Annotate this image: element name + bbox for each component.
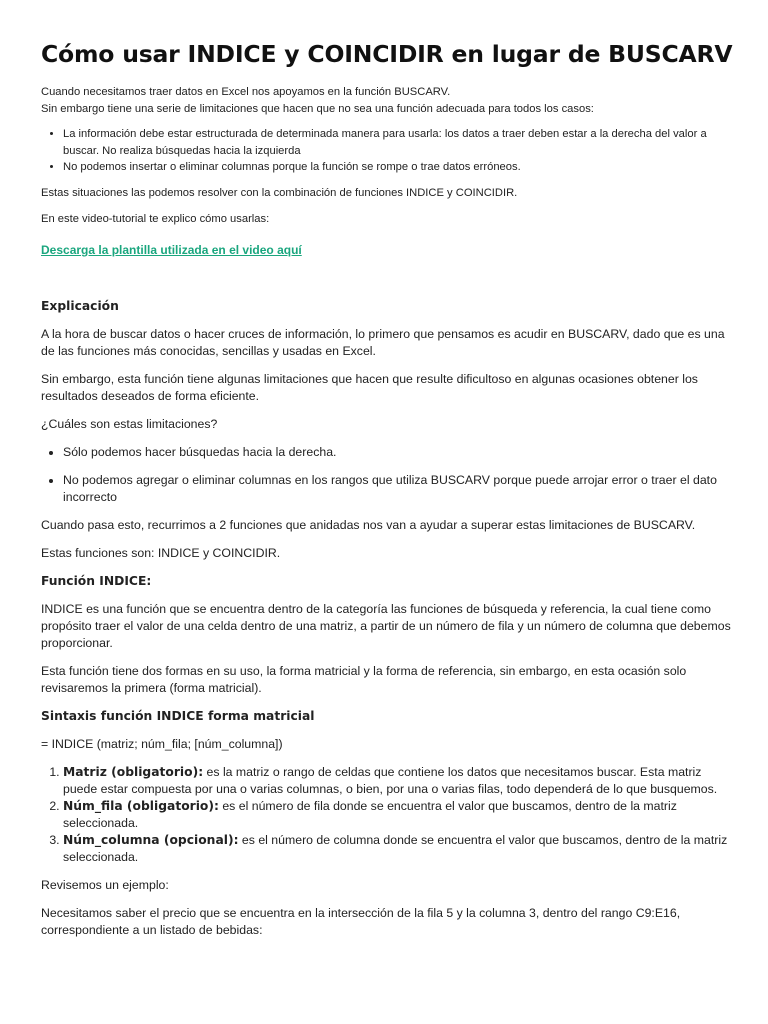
argument-term: Núm_columna (opcional): [63,833,239,847]
paragraph: Estas funciones son: INDICE y COINCIDIR. [41,546,281,560]
intro-bullet-list [41,126,731,176]
list-item: • Sólo podemos hacer búsquedas hacia la derecha. [63,444,731,461]
list-item [63,798,731,832]
paragraph: Esta función tiene dos formas en su uso, la forma matricial y la forma de referencia, sin embargo, en esta ocasión solo revisaremos la primera (forma matricial). [41,664,687,695]
intro-line-2: Sin embargo tiene una serie de limitaciones que hacen que no sea una función adecuada para todos los casos: [41,102,594,115]
paragraph: A la hora de buscar datos o hacer cruces de información, lo primero que pensamos es acudir en BUSCARV, dado que es una de las funciones más conocidas, sencillas y usadas en Excel. [41,327,725,358]
syntax-formula: = INDICE (matriz; núm_fila; [núm_columna]) [41,737,283,751]
argument-term: Matriz (obligatorio): [63,765,204,779]
paragraph: Cuando pasa esto, recurrimos a 2 funciones que anidadas nos van a ayudar a superar estas limitaciones de BUSCARV. [41,518,696,532]
section-heading-funcion-indice: Función INDICE: [41,574,152,588]
page-title: Cómo usar INDICE y COINCIDIR en lugar de BUSCARV [41,40,733,68]
list-item: • No podemos agregar o eliminar columnas en los rangos que utiliza BUSCARV porque puede arrojar error o traer el dato incorrecto [63,472,731,506]
article-body [41,298,731,950]
intro-paragraph-3: Estas situaciones las podemos resolver con la combinación de funciones INDICE y COINCIDIR. [41,186,518,199]
list-item: • La información debe estar estructurada de determinada manera para usarla: los datos a traer deben estar a la derecha del valor a buscar. No realiza búsquedas hacia la izquierda [63,126,731,159]
argument-term: Núm_fila (obligatorio): [63,799,219,813]
intro-line-1: Cuando necesitamos traer datos en Excel nos apoyamos en la función BUSCARV. [41,86,451,98]
section-heading-explicacion: Explicación [41,299,119,313]
arguments-list [41,764,731,866]
list-item [63,832,731,866]
intro-paragraph-4: En este video-tutorial te explico cómo usarlas: [41,213,270,225]
argument-desc: es la matriz o rango de celdas que contiene los datos que necesitamos buscar. Esta matriz puede estar compuesta por una o varias columnas, o bien, por una o varias filas, todo dependerá de lo que busquemos. [63,765,718,796]
argument-desc: es el número de columna donde se encuentra el valor que buscamos, dentro de la matriz seleccionada. [63,833,728,864]
argument-desc: es el número de fila donde se encuentra el valor que buscamos, dentro de la matriz seleccionada. [63,799,677,830]
intro-section [41,84,731,228]
list-item [63,764,731,798]
paragraph: Revisemos un ejemplo: [41,878,169,892]
limitations-list [41,444,731,506]
paragraph: Necesitamos saber el precio que se encuentra en la intersección de la fila 5 y la columna 3, dentro del rango C9:E16, correspondiente a un listado de bebidas: [41,906,681,937]
syntax-heading: Sintaxis función INDICE forma matricial [41,709,315,723]
download-template-link[interactable]: Descarga la plantilla utilizada en el video aquí [41,243,302,257]
paragraph: INDICE es una función que se encuentra dentro de la categoría las funciones de búsqueda y referencia, la cual tiene como propósito traer el valor de una celda dentro de una matriz, a partir de un número de fila y un número de columna que debemos proporcionar. [41,602,731,650]
list-item: • No podemos insertar o eliminar columnas porque la función se rompe o trae datos erróneos. [63,159,731,176]
paragraph: Sin embargo, esta función tiene algunas limitaciones que hacen que resulte dificultoso en algunas ocasiones obtener los resultados deseados de forma eficiente. [41,372,698,403]
paragraph: ¿Cuáles son estas limitaciones? [41,417,218,431]
